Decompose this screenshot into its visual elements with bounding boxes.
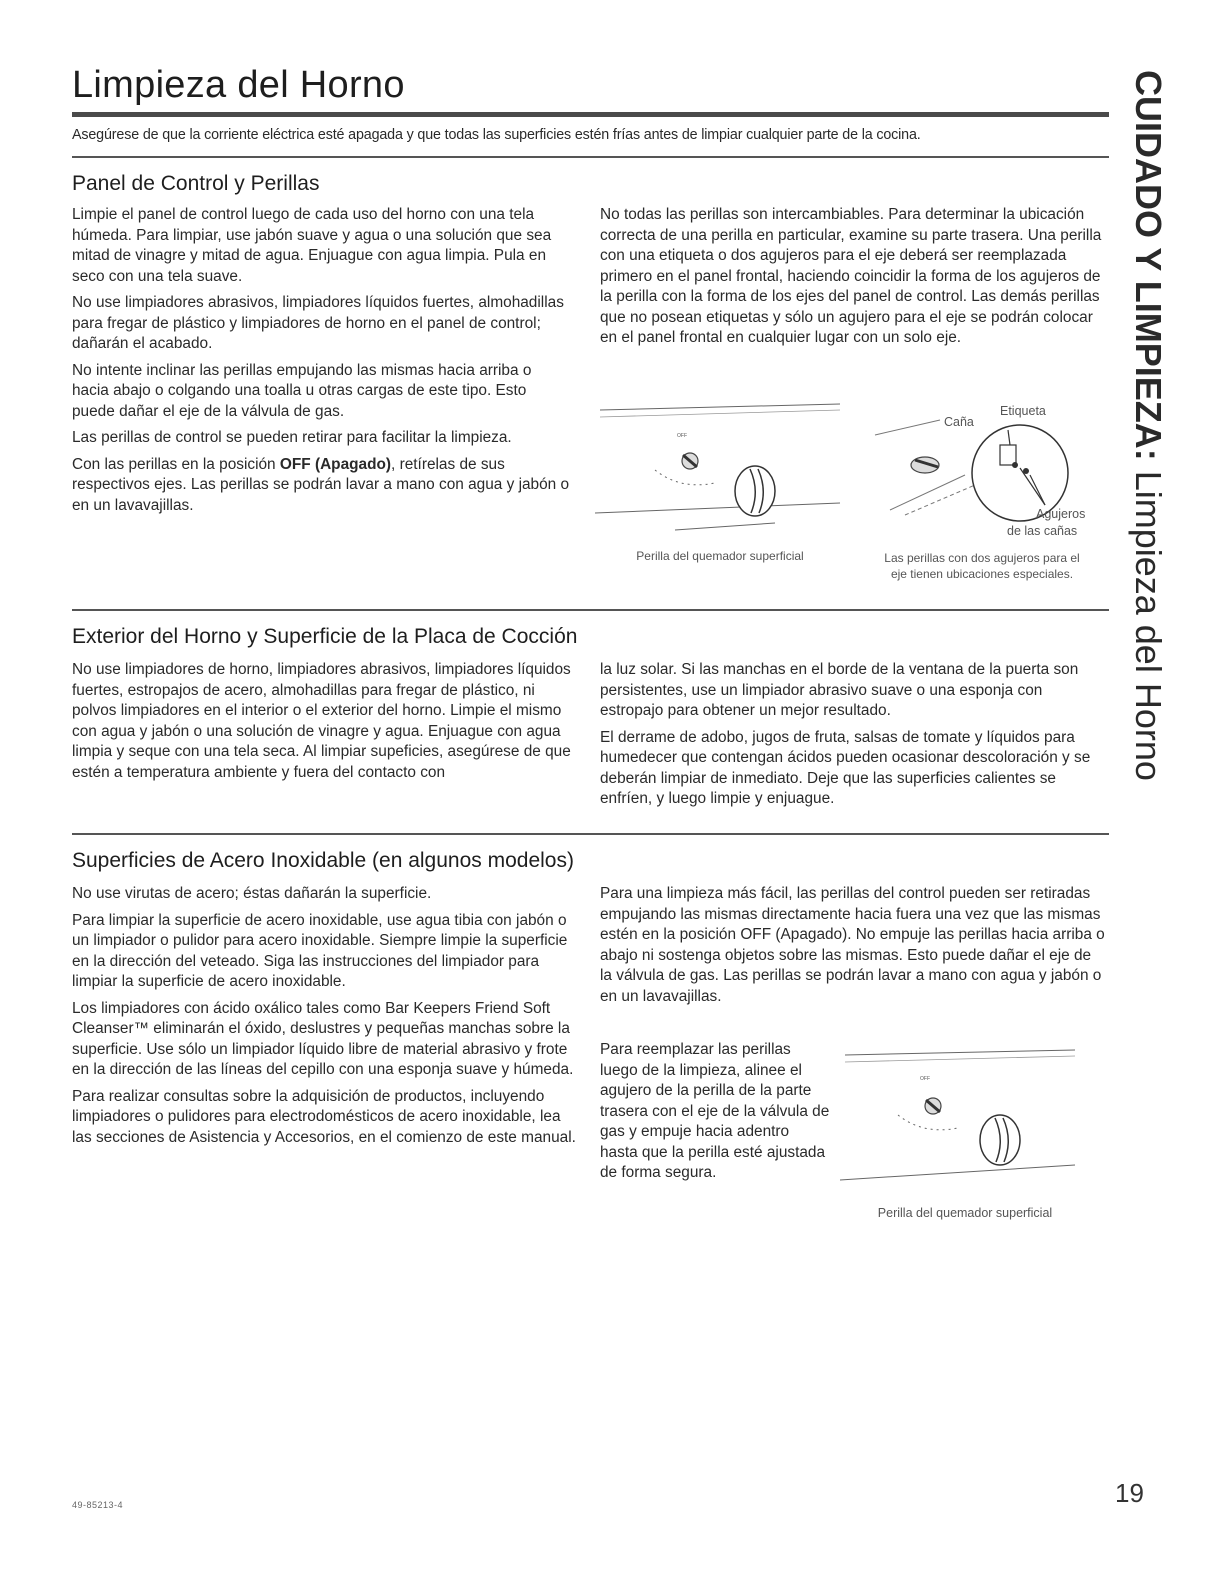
section2-left-column <box>72 660 572 789</box>
page-number: 19 <box>1115 1478 1144 1508</box>
label-agujeros: Agujeros <box>1036 507 1086 521</box>
paragraph: Para una limpieza más fácil, las perillas del control pueden ser retiradas empujando las mismas directamente hacia fuera una vez que las mismas estén en la posición OFF (Apagado). No empuje las perillas hacia arriba o abajo ni sostenga objetos sobre las mismas. Esto puede dañar el eje de la válvula de gas. Las perillas se podrán lavar a mano con agua y jabón o en un lavavajillas. <box>600 885 1105 1005</box>
section2-right-column <box>600 660 1105 816</box>
knob-illustration <box>840 1040 1080 1185</box>
document-number: 49-85213-4 <box>72 1500 124 1510</box>
safety-warning: Asegúrese de que la corriente eléctrica esté apagada y que todas las superficies estén frías antes de limpiar cualquier parte de la cocina. <box>72 127 921 143</box>
side-tab-light: Limpieza del Horno <box>1128 460 1169 781</box>
paragraph: El derrame de adobo, jugos de fruta, salsas de tomate y líquidos para humedecer que contengan ácidos pueden ocasionar descoloración y se deberán limpiar de inmediato. Deje que las superficies calientes se enfríen, y luego limpie y enjuague. <box>600 728 1091 807</box>
paragraph: No use virutas de acero; éstas dañarán la superficie. <box>72 885 432 902</box>
paragraph: No intente inclinar las perillas empujando las mismas hacia arriba o hacia abajo o colgando una toalla u otras cargas de este tipo. Esto puede dañar el eje de la válvula de gas. <box>72 361 532 420</box>
section-heading-stainless: Superficies de Acero Inoxidable (en algunos modelos) <box>72 849 574 872</box>
section3-right-narrow <box>600 1040 830 1190</box>
paragraph: la luz solar. Si las manchas en el borde de la ventana de la puerta son persistentes, use un limpiador abrasivo suave o una esponja con estropajo para obtener un mejor resultado. <box>600 661 1079 719</box>
section1-left-column <box>72 205 572 522</box>
section-heading-exterior: Exterior del Horno y Superficie de la Placa de Cocción <box>72 625 578 648</box>
paragraph: Las perillas de control se pueden retirar para facilitar la limpieza. <box>72 429 512 446</box>
side-tab <box>1128 70 1169 781</box>
title-rule <box>72 112 1109 117</box>
paragraph: No todas las perillas son intercambiables. Para determinar la ubicación correcta de una perilla en particular, examine su parte trasera. Una perilla con una etiqueta o dos agujeros para el eje deberá ser reemplazada primero en el panel frontal, haciendo coincidir la forma de los agujeros de la perilla con la forma de los ejes del panel de control. Las demás perillas que no posean etiquetas y sólo un agujero para el eje se podrán colocar en el panel frontal en cualquier lugar con un solo eje. <box>600 206 1102 346</box>
paragraph: Para limpiar la superficie de acero inoxidable, use agua tibia con jabón o un limpiador o pulidor para acero inoxidable. Siempre limpie la superficie en la dirección del veteado. Siga las instrucciones del limpiador para limpiar la superficie de acero inoxidable. <box>72 911 568 990</box>
paragraph: Limpie el panel de control luego de cada uso del horno con una tela húmeda. Para limpiar, use jabón suave y agua o una solución que sea mitad de vinagre y mitad de agua. Enjuague con agua limpia. Pula en seco con una tela suave. <box>72 206 552 285</box>
paragraph: Con las perillas en la posición OFF (Apagado), retírelas de sus respectivos ejes. Las perillas se podrán lavar a mano con agua y jabón o en un lavavajillas. <box>72 455 570 514</box>
page-title: Limpieza del Horno <box>72 64 405 106</box>
label-cana: Caña <box>944 415 974 429</box>
label-etiqueta: Etiqueta <box>1000 404 1046 418</box>
section-heading-control-panel: Panel de Control y Perillas <box>72 172 320 195</box>
warning-rule <box>72 156 1109 158</box>
paragraph: No use limpiadores de horno, limpiadores abrasivos, limpiadores líquidos fuertes, estropajos de acero, almohadillas para fregar de plástico, ni polvos limpiadores en el interior o el exterior del horno. Limpie el mismo con agua y jabón o una solución de vinagre y agua. Enjuague con agua limpia y seque con una tela seca. Al limpiar supeficies, asegúrese de que estén a temperatura ambiente y fuera del contacto con <box>72 661 571 781</box>
paragraph: Los limpiadores con ácido oxálico tales como Bar Keepers Friend Soft Cleanser™ eliminarán el óxido, deslustres y pequeñas manchas sobre la superficie. Use sólo un limpiador líquido libre de material abrasivo y frote en la dirección de las líneas del cepillo con una esponja suave y húmeda. <box>72 999 574 1078</box>
section-rule <box>72 833 1109 835</box>
figure-caption: Las perillas con dos agujeros para el eje tienen ubicaciones especiales. <box>884 551 1080 581</box>
section3-left-column <box>72 884 577 1154</box>
side-tab-bold: CUIDADO Y LIMPIEZA: <box>1128 70 1169 461</box>
paragraph: Para reemplazar las perillas luego de la limpieza, alinee el agujero de la perilla de la parte trasera con el eje de la válvula de gas y empuje hacia adentro hasta que la perilla esté ajustada de forma segura. <box>600 1041 830 1181</box>
section1-right-column <box>600 205 1105 355</box>
section3-right-column <box>600 884 1105 1013</box>
label-de-las-canas: de las cañas <box>1007 524 1078 538</box>
figure-caption: Perilla del quemador superficial <box>636 549 804 563</box>
figure-caption: Perilla del quemador superficial <box>877 1206 1053 1220</box>
paragraph: Para realizar consultas sobre la adquisición de productos, incluyendo limpiadores o pulidores para electrodomésticos de acero inoxidable, lea las secciones de Asistencia y Accesorios, en el comienzo de este manual. <box>72 1087 576 1146</box>
svg-text:OFF: OFF <box>920 1076 930 1082</box>
knob-illustration <box>595 395 845 540</box>
off-label: OFF (Apagado) <box>279 455 392 473</box>
svg-text:OFF: OFF <box>677 433 687 439</box>
section-rule <box>72 609 1109 611</box>
paragraph: No use limpiadores abrasivos, limpiadores líquidos fuertes, almohadillas para fregar de plástico y limpiadores de horno en el panel de control; dañarán el acabado. <box>72 294 564 352</box>
